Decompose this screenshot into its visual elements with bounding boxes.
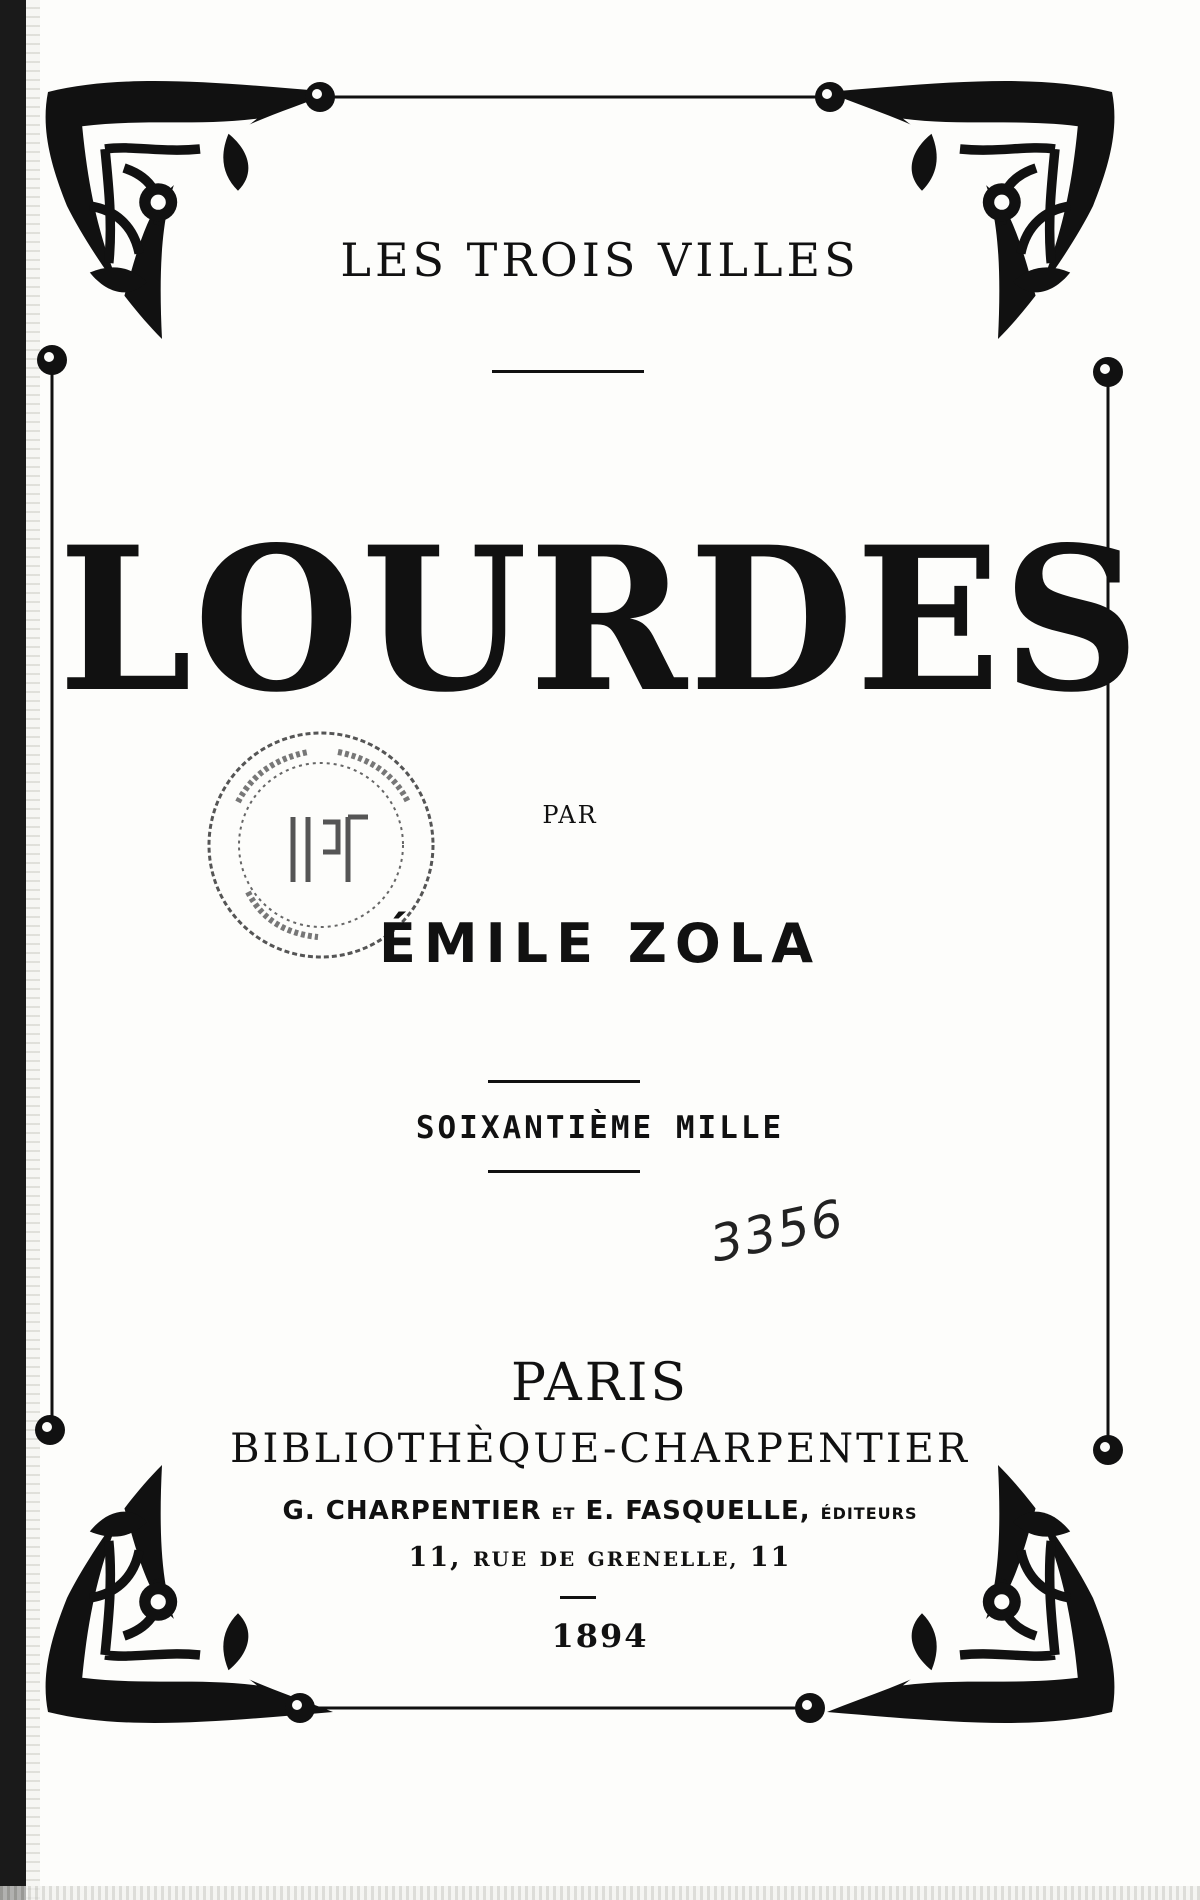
- edition-statement: SOIXANTIÈME MILLE: [415, 1110, 785, 1146]
- handwritten-shelf-number: 3356: [705, 1188, 850, 1274]
- editors-line: [0, 1494, 1200, 1531]
- publisher-address: [0, 1540, 1200, 1577]
- series-title: LES TROIS VILLES: [340, 233, 860, 287]
- editor-conjunction: ET: [551, 1504, 576, 1523]
- author-name: ÉMILE ZOLA: [378, 912, 822, 975]
- address-street-name: GRENELLE,: [587, 1547, 739, 1571]
- address-de: DE: [539, 1547, 577, 1571]
- by-label: PAR: [542, 801, 598, 829]
- editor-name-1: G. CHARPENTIER: [282, 1496, 542, 1526]
- address-number-right: 11: [749, 1542, 792, 1573]
- publication-city: PARIS: [510, 1353, 690, 1413]
- publication-year: 1894: [551, 1617, 649, 1655]
- edition-rule-top: [488, 1080, 640, 1083]
- editor-name-2: E. FASQUELLE,: [585, 1496, 811, 1526]
- year-rule: [560, 1596, 596, 1599]
- address-number-left: 11,: [408, 1542, 462, 1573]
- address-rue: RUE: [472, 1547, 529, 1571]
- edition-rule-bottom: [488, 1170, 640, 1173]
- editor-role: ÉDITEURS: [820, 1504, 918, 1523]
- publisher-name: BIBLIOTHÈQUE-CHARPENTIER: [230, 1426, 970, 1472]
- book-title: LOURDES: [58, 503, 1142, 736]
- series-rule: [492, 370, 644, 373]
